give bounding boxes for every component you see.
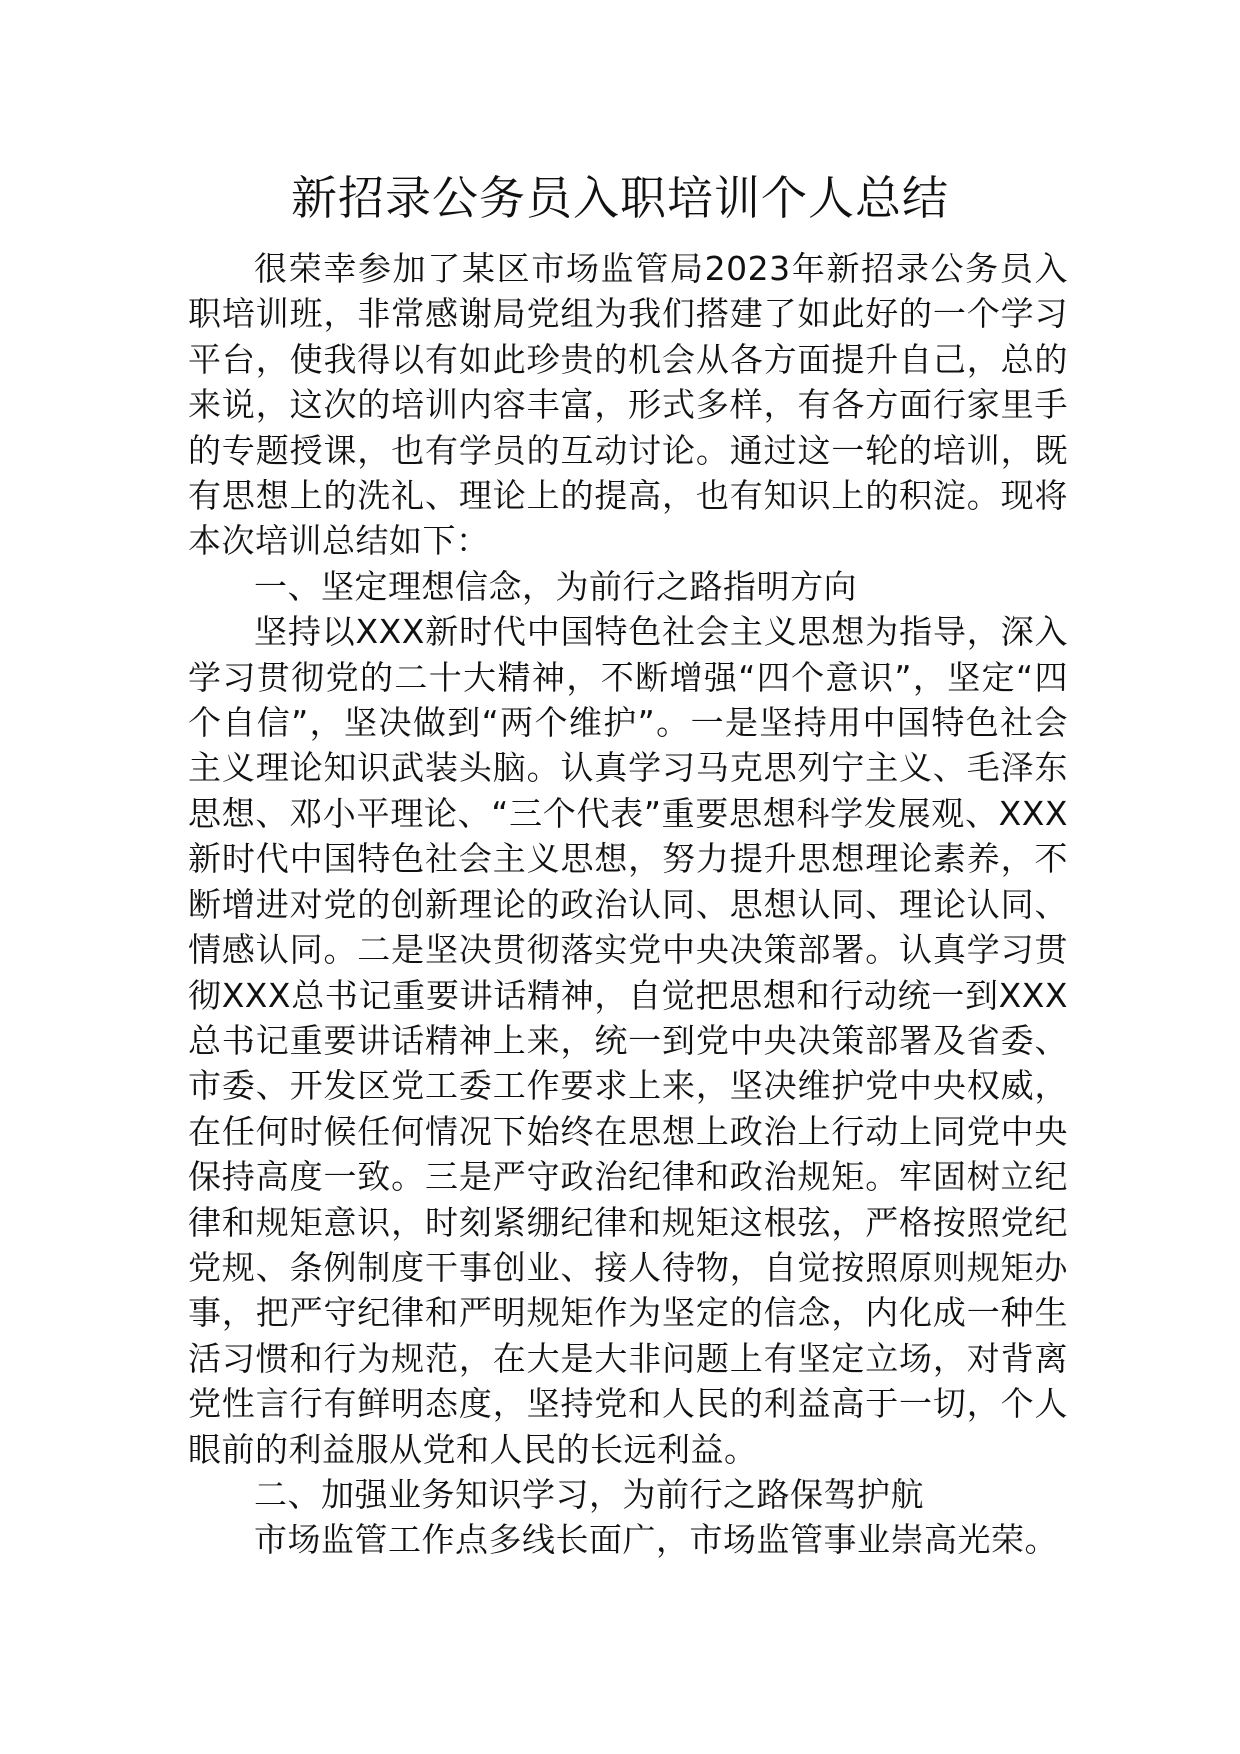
section-1-paragraph: 坚持以XXX新时代中国特色社会主义思想为指导，深入学习贯彻党的二十大精神，不断增强“四个意识”，坚定“四个自信”，坚决做到“两个维护”。一是坚持用中国特色社会主义理论知识武装头脑。认真学习马克思列宁主义、毛泽东思想、邓小平理论、“三个代表”重要思想科学发展观、XXX新时代中国特色社会主义思想，努力提升思想理论素养，不断增进对党的创新理论的政治认同、思想认同、理论认同、情感认同。二是坚决贯彻落实党中央决策部署。认真学习贯彻XXX总书记重要讲话精神，自觉把思想和行动统一到XXX总书记重要讲话精神上来，统一到党中央决策部署及省委、市委、开发区党工委工作要求上来，坚决维护党中央权威，在任何时候任何情况下始终在思想上政治上行动上同党中央保持高度一致。三是严守政治纪律和政治规矩。牢固树立纪律和规矩意识，时刻紧绷纪律和规矩这根弦，严格按照党纪党规、条例制度干事创业、接人待物，自觉按照原则规矩办事，把严守纪律和严明规矩作为坚定的信念，内化成一种生活习惯和行为规范，在大是大非问题上有坚定立场，对背离党性言行有鲜明态度，坚持党和人民的利益高于一切，个人眼前的利益服从党和人民的长远利益。 <box>188 612 1068 1469</box>
document-body <box>188 246 1068 1563</box>
document-title: 新招录公务员入职培训个人总结 <box>291 171 949 225</box>
section-heading-1: 一、坚定理想信念，为前行之路指明方向 <box>254 566 857 606</box>
section-2-paragraph: 市场监管工作点多线长面广，市场监管事业崇高光荣。 <box>254 1520 1058 1560</box>
intro-paragraph: 很荣幸参加了某区市场监管局2023年新招录公务员入职培训班，非常感谢局党组为我们搭建了如此好的一个学习平台，使我得以有如此珍贵的机会从各方面提升自己，总的来说，这次的培训内容丰富，形式多样，有各方面行家里手的专题授课，也有学员的互动讨论。通过这一轮的培训，既有思想上的洗礼、理论上的提高，也有知识上的积淀。现将本次培训总结如下： <box>188 249 1068 561</box>
section-heading-2: 二、加强业务知识学习，为前行之路保驾护航 <box>254 1474 924 1514</box>
